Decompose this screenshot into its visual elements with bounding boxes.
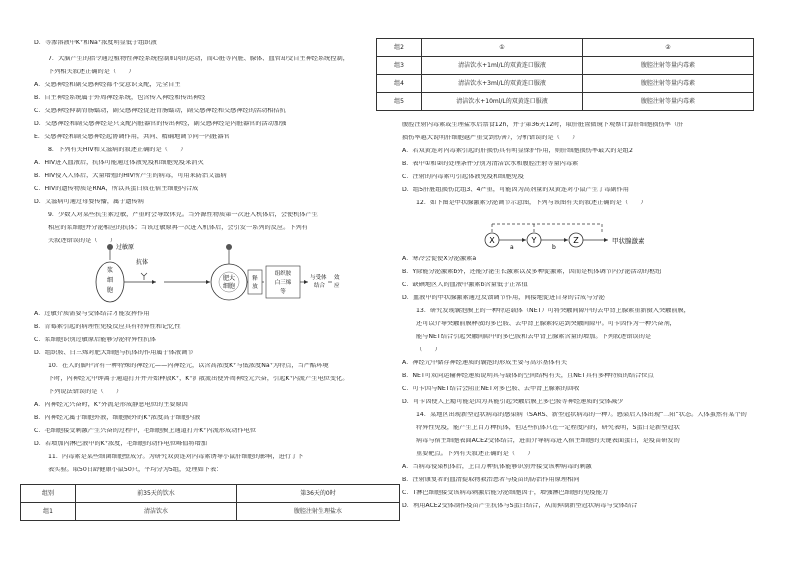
text-line: D．艾滋病可通过母婴传播，属于遗传病: [34, 199, 144, 205]
text-line: B．注射康复者的血清提取物救治患者与疫苗的防治作用原理相同: [402, 477, 580, 483]
text-line: 关叙述错误的是（ ）: [48, 238, 117, 244]
cell: 腹腔注射生理盐水: [237, 503, 400, 521]
cell: 腹腔注射等量内毒素: [583, 93, 754, 111]
text-line: 损伤率越大说明肝细胞越严重受到伤害），分析错误的是（ ）: [402, 135, 579, 141]
table-row: [377, 75, 754, 93]
text-line: D．若增加内淋巴液中的K⁺浓度，毛细胞的动作电位峰值将增加: [34, 441, 207, 447]
text-line: 特异性免疫，能产生上百万种抗体，但这些抗体只在一定程度内的，研究表明，S蛋白是新型冠状: [416, 425, 680, 431]
text-line: 表实验。取50日龄健康小鼠50只，平均分为5组，处理如下表：: [48, 467, 223, 473]
text-line: 还可以介导突触前膜释放的多巴胺、去甲肾上腺素转运到突触间隙中。可卡因作为一种兴奋剂，: [416, 321, 676, 327]
thyroid-diagram: [482, 218, 702, 252]
cell: 第36天的0时: [237, 485, 400, 503]
text-line: C．浆细胞识别过敏原后能够分泌特异性抗体: [34, 337, 156, 343]
cell: 组5: [377, 93, 422, 111]
text-line: 9．少数人对某些抗生素过敏，严重时会导致休克。当外源性物质第一次进入机体后，会使机体产生: [48, 212, 318, 218]
text-line: 下列说法错误的是（ ）: [48, 389, 123, 395]
binding-label-1: 与受体: [310, 275, 327, 281]
mast-cell-label-1: 肥大: [222, 275, 236, 282]
release-label-1: 释: [252, 276, 258, 282]
text-line: C．缺碘地区人的血液中激素b含量低于正常值: [402, 282, 528, 288]
text-line: B．青霉素引起的病理性免疫反应具有特异性和记忆性: [34, 324, 181, 330]
antibody-icon: [141, 273, 147, 280]
node-x-label: X: [489, 236, 495, 245]
effect-label-1: 效: [334, 275, 340, 281]
allergen-icon: [107, 244, 113, 250]
table-row: [21, 503, 400, 521]
text-line: D．组织胺、白三烯对肥大细胞与抗体的作用属于体液调节: [34, 350, 194, 356]
cell: 腹腔注射等量内毒素: [583, 75, 754, 93]
text-line: B．Y除能分泌激素b外，还能分泌生长激素以及多种促激素，因而是机体调节内分泌活动的枢纽: [402, 269, 662, 275]
mast-cell-label-2: 细胞: [222, 283, 236, 290]
text-line: B．NET可双向运输神经递质说明其与载体的空间结构有关，且NET具有多种特质的结合位点: [402, 373, 654, 379]
text-line: 重要靶点。下列有关叙述正确的是（ ）: [416, 451, 534, 457]
text-line: A．HIV进入血液后，抗体可能通过体液免疫和细胞免疫来消灭: [34, 160, 204, 166]
left-table-header: [21, 485, 400, 503]
text-line: C．毛细胞接受刺激产生兴奋的过程中，毛细胞膜上通道打开K⁺内流形成动作电位: [34, 428, 257, 434]
text-line: B．表中①和②的处理条件分别为清洁饮水和腹腔注射等量内毒素: [402, 161, 579, 167]
text-line: D．交感神经和副交感神经是只支配内脏器官的传出神经，副交感神经是内脏器官的活动加强: [34, 121, 287, 127]
text-line: C．可卡因与NET结合会阻止NET对多巴胺、去甲肾上腺素的回收: [402, 386, 580, 392]
cell: 清洁饮水: [76, 503, 237, 521]
plasma-cell-label-1: 浆: [106, 267, 114, 274]
text-line: C．T淋巴细胞接受该病毒刺激后能分泌细胞因子，增强淋巴细胞的免疫能力: [402, 490, 609, 496]
hormone-b-label: b: [552, 244, 556, 251]
binding-label-2: 结合: [314, 283, 326, 289]
table-row: [377, 39, 754, 57]
text-line: 腹腔注射内毒素或生理盐水后禁食12h，并于第36天12时，取肝脏置微镜下观察计算肝细胞损伤率（肝: [402, 122, 684, 128]
right-table: [376, 38, 754, 111]
cell: 组3: [377, 57, 422, 75]
cell: 清洁饮水+1ml/L的双黄连口服液: [422, 57, 583, 75]
text-line: B．自主神经系统属于外周神经系统，包含传入神经和传出神经: [34, 95, 206, 101]
text-line: 7．大脑产生的指令通过植物性神经系统控制肌肉的运动，而心脏等内脏、腺体、血管却受自主神经系统控制，: [48, 56, 349, 62]
hormone-a-label: a: [510, 244, 514, 251]
text-line: 14．某地区出现新型冠状病毒的感染病（SARS、新型冠状病毒的一种）。感染后人体出现“二阳”状态。人体虽然有某个的: [416, 412, 747, 418]
cell: 组别: [21, 485, 76, 503]
text-line: A．内神经元兴奋时，K⁺外流是形成静息电位的主要原因: [34, 402, 188, 408]
text-line: D．血液中的甲状腺激素通过反馈调节作用，间接地促进自身的合成与分泌: [402, 295, 605, 301]
text-line: 10．在人的脚中含有一种特殊的神经元——内神经元，以含高浓度K⁺与低浓度Na⁺为特点，当严酷环境: [48, 363, 329, 369]
effect-label-2: 应: [334, 283, 340, 289]
thyroid-hormone-label: 甲状腺激素: [612, 237, 645, 245]
allergy-diagram: [74, 240, 344, 308]
cell: 腹腔注射等量内毒素: [583, 57, 754, 75]
text-line: C．交感神经抑制胃肠蠕动，副交感神经促进胃肠蠕动，副交感神经和交感神经的活动相拮抗: [34, 108, 286, 114]
text-line: D．等渗溶液中K⁺和Na⁺浓度明显低于组织液: [34, 40, 157, 46]
mast-cell: [211, 264, 247, 300]
release-label-2: 放: [252, 284, 258, 290]
cell: 组1: [21, 503, 76, 521]
text-line: E．交感神经和副交感神经起协调作用，共同、精确地调节同一内脏器官: [34, 134, 230, 140]
text-line: 病毒与宿主细胞表面ACE2受体结合，进而介导病毒进入宿主细胞的关键表面蛋白，是疫苗研发的: [416, 438, 680, 444]
text-line: D．利用ACE2受体制作疫苗产生抗体与S蛋白结合，从而抑制新型冠状病毒与受体结合: [402, 503, 638, 509]
text-line: A．交感神经和副交感神经都不受意识支配，完全自主: [34, 82, 181, 88]
antibody-label: 抗体: [136, 259, 149, 266]
cell: 清洁饮水+3ml/L的双黄连口服液: [422, 75, 583, 93]
cell: 前35天的饮水: [76, 485, 237, 503]
text-line: D．组5肝脏组损伤比组3、4严重，可能因为高剂量的双黄连对小鼠产生了毒副作用: [402, 187, 629, 193]
text-line: A．神经元中储存神经递质的囊泡的形成主要与高尔基体有关: [402, 360, 568, 366]
text-line: 8．下列有关HIV和艾滋病的叙述正确的是（ ）: [48, 147, 187, 153]
left-table: [20, 484, 400, 521]
node-z-label: Z: [573, 236, 579, 245]
text-line: 12．如下图是甲状腺激素分泌调节示意图，下列与该图有关的叙述正确的是（ ）: [416, 200, 647, 206]
text-line: C．HIV的遗传物质是RNA，所以其蛋白质在宿主细胞内合成: [34, 186, 199, 192]
mediators-label-2: 白三烯: [274, 280, 292, 286]
cell: ②: [583, 39, 754, 57]
text-line: B．HIV侵入人体后，大量增殖的HIV所产生的病毒，可用来防治艾滋病: [34, 173, 227, 179]
table-row: [377, 93, 754, 111]
text-line: A．过敏介质需要与受体结合才能发挥作用: [34, 311, 150, 317]
text-line: 13．研究发现囊泡膜上的一种特运载体（NET）可将突触间隙中的去甲肾上腺素重新摄入突触前膜，: [416, 308, 690, 314]
text-line: B．内神经元属于细胞外液，细胞膜外的K⁺浓度高于细胞内液: [34, 415, 201, 421]
text-line: 能与NET结合引起突触间隙中的多巴胺和去甲肾上腺素含量的增加。下列叙述错误的是: [416, 334, 652, 340]
cell: 组2: [377, 39, 422, 57]
allergen-icon-2: [226, 244, 232, 250]
text-line: C．注射的内毒素可引起体液免疫和细胞免疫: [402, 174, 524, 180]
cell: ①: [422, 39, 583, 57]
text-line: 相应的浆细胞并分泌相应的抗体；当该过敏原再一次进入机体后，会引发一系列的反应。下列有: [48, 225, 308, 231]
cell: 清洁饮水+10ml/L的双黄连口服液: [422, 93, 583, 111]
text-line: 下时，内神经元中钾离子通道打开并开始释放K⁺，K⁺扩散流出使外周神经元兴奋，引起K⁺内流产生电位变化。: [48, 376, 349, 382]
text-line: 11．内毒素是某些细菌细胞壁成分。为研究双黄连对内毒素诱导小鼠肝细胞的影响，进行了下: [48, 454, 304, 460]
plasma-cell-label-2: 细: [106, 277, 114, 284]
text-line: A．若双黄连对内毒素引起的肝损伤具有明显保护作用，则肝细胞损伤率最大的是组2: [402, 148, 633, 154]
text-line: （ ）: [416, 347, 441, 353]
text-line: D．可卡因使人上瘾可能是因为其能引起突触后膜上多巴胺等神经递质的受体减少: [402, 399, 624, 405]
mediators-label-3: 等: [280, 289, 286, 295]
text-line: A．寒冷会促使X分泌激素a: [402, 256, 477, 262]
allergen-label: 过敏原: [116, 244, 135, 251]
table-row: [377, 57, 754, 75]
cell: 组4: [377, 75, 422, 93]
plasma-cell-label-3: 胞: [106, 287, 114, 294]
text-line: A．当病毒侵染机体后，上百万种抗体能够识别并接受该种病毒的刺激: [402, 464, 592, 470]
mediators-label-1: 组织胺: [274, 271, 292, 277]
text-line: 下列相关叙述正确的是（ ）: [48, 69, 135, 75]
node-y-label: Y: [531, 236, 537, 245]
